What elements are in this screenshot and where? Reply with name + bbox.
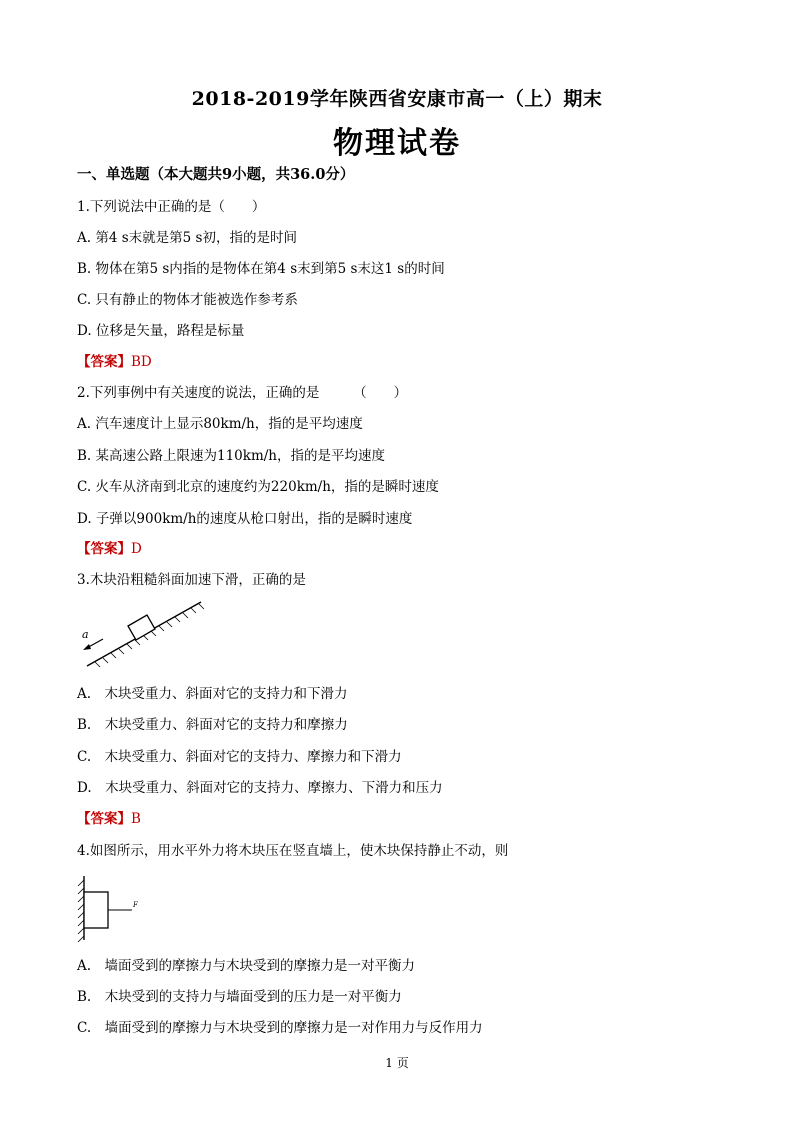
- q2-option-d: D. 子弹以900km/h的速度从枪口射出，指的是瞬时速度: [77, 511, 413, 527]
- exam-title: 2018-2019学年陕西省安康市高一（上）期末: [191, 88, 603, 110]
- incline-hatching: [95, 604, 204, 667]
- section-heading: 一、单选题（本大题共9小题，共36.0分）: [77, 166, 355, 183]
- q3-option-a: A. 木块受重力、斜面对它的支持力和下滑力: [77, 686, 348, 702]
- q1-stem: 1.下列说法中正确的是（ ）: [77, 199, 266, 215]
- answer-tag: 【答案】: [77, 811, 131, 827]
- answer-value: BD: [131, 354, 152, 370]
- answer-tag: 【答案】: [77, 541, 131, 557]
- q3-option-d: D. 木块受重力、斜面对它的支持力、摩擦力、下滑力和压力: [77, 780, 443, 796]
- q4-option-b: B. 木块受到的支持力与墙面受到的压力是一对平衡力: [77, 989, 402, 1005]
- block: [84, 892, 108, 928]
- block: [128, 615, 155, 640]
- q2-stem: 2.下列事例中有关速度的说法，正确的是 （ ）: [77, 385, 408, 401]
- q2-option-a: A. 汽车速度计上显示80km/h，指的是平均速度: [77, 416, 363, 432]
- q1-option-c: C. 只有静止的物体才能被选作参考系: [77, 292, 298, 308]
- q4-option-a: A. 墙面受到的摩擦力与木块受到的摩擦力是一对平衡力: [77, 958, 416, 974]
- q1-answer: [77, 353, 152, 371]
- answer-value: B: [131, 811, 141, 827]
- q1-option-d: D. 位移是矢量，路程是标量: [77, 323, 245, 339]
- q4-option-c: C. 墙面受到的摩擦力与木块受到的摩擦力是一对作用力与反作用力: [77, 1020, 483, 1036]
- page-number: 1 页: [385, 1056, 409, 1070]
- q3-option-b: B. 木块受重力、斜面对它的支持力和摩擦力: [77, 717, 348, 733]
- arrow-head: [83, 644, 91, 650]
- q2-option-b: B. 某高速公路上限速为110km/h，指的是平均速度: [77, 448, 385, 464]
- force-label: F: [133, 901, 138, 909]
- q2-option-c: C. 火车从济南到北京的速度约为220km/h，指的是瞬时速度: [77, 479, 439, 495]
- answer-value: D: [131, 541, 142, 557]
- wall-block-figure: [70, 872, 150, 944]
- acceleration-label: a: [82, 628, 89, 641]
- q4-stem: 4.如图所示，用水平外力将木块压在竖直墙上，使木块保持静止不动，则: [77, 843, 509, 859]
- exam-subtitle: 物理试卷: [333, 126, 461, 161]
- answer-tag: 【答案】: [77, 354, 131, 370]
- q1-option-b: B. 物体在第5 s内指的是物体在第4 s末到第5 s末这1 s的时间: [77, 261, 445, 277]
- q2-answer: [77, 540, 142, 558]
- q1-option-a: A. 第4 s末就是第5 s初，指的是时间: [77, 230, 297, 246]
- q3-answer: [77, 810, 141, 828]
- q3-option-c: C. 木块受重力、斜面对它的支持力、摩擦力和下滑力: [77, 749, 402, 765]
- q3-stem: 3.木块沿粗糙斜面加速下滑，正确的是: [77, 572, 306, 588]
- incline-figure: [75, 598, 205, 670]
- wall-hatching: [78, 880, 84, 942]
